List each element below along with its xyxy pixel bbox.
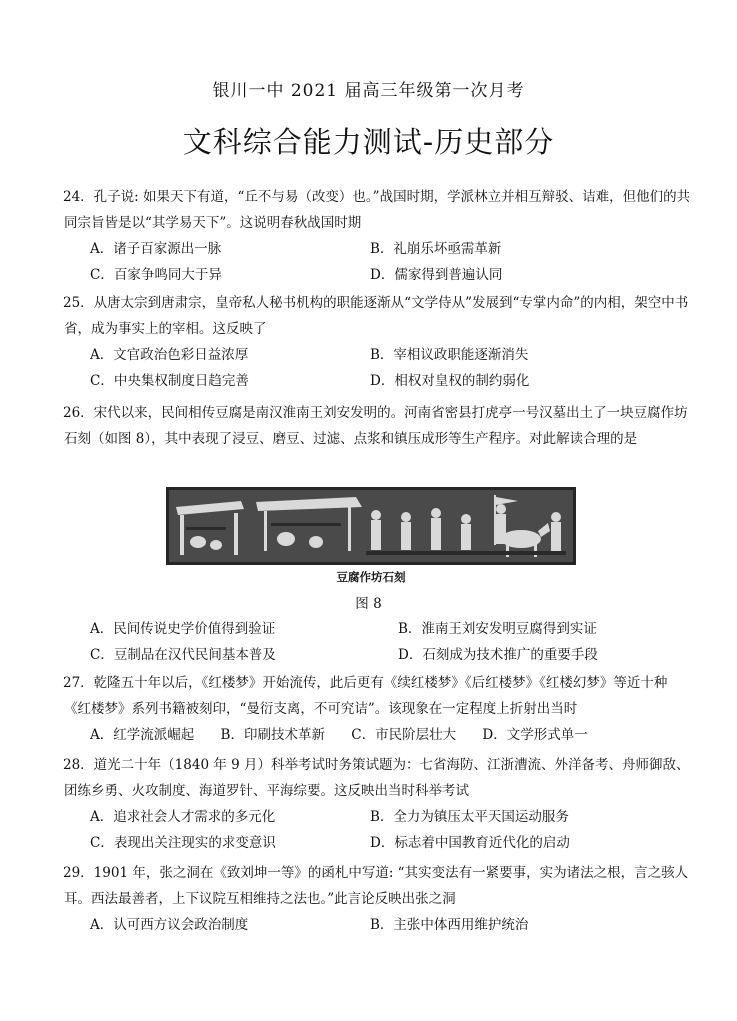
option-row [64, 262, 694, 288]
figure-label: 图 8 [355, 596, 382, 612]
question-25 [64, 290, 694, 394]
exam-subject-title: 文科综合能力测试-历史部分 [182, 125, 555, 159]
figure-caption: 豆腐作坊石刻 [336, 570, 406, 584]
option-a[interactable]: A．红学流派崛起 [90, 727, 195, 743]
option-d[interactable]: D．儒家得到普遍认同 [370, 267, 503, 283]
question-stem: 24．孔子说: 如果天下有道，“丘不与易（改变）也。”战国时期，学派林立并相互辩驳、诘难，但他们的共同宗旨皆是以“其学易天下”。这说明春秋战国时期 [63, 189, 691, 231]
option-c[interactable]: C．中央集权制度日趋完善 [90, 373, 249, 389]
option-c[interactable]: C．百家争鸣同大于异 [90, 267, 222, 283]
option-row [64, 342, 694, 368]
option-d[interactable]: D．石刻成为技术推广的重要手段 [398, 647, 598, 663]
exam-school-title: 银川一中 2021 届高三年级第一次月考 [212, 81, 525, 101]
option-b[interactable]: B．印刷技术革新 [220, 727, 325, 743]
option-c[interactable]: C．表现出关注现实的求变意识 [90, 835, 276, 851]
question-26 [64, 400, 694, 452]
option-row [64, 830, 694, 856]
option-row [64, 368, 694, 394]
option-a[interactable]: A．追求社会人才需求的多元化 [90, 809, 276, 825]
tofu-workshop-relief-image [166, 487, 576, 565]
option-a[interactable]: A．文官政治色彩日益浓厚 [90, 347, 249, 363]
question-stem: 28．道光二十年（1840 年 9 月）科举考试时务策试题为：七省海防、江浙漕流、外洋备考、舟师御敌、团练乡勇、火攻制度、海道罗针、平海综要。这反映出当时科举考试 [63, 757, 690, 799]
option-d[interactable]: D．文学形式单一 [482, 727, 588, 743]
figure-8 [166, 487, 576, 585]
question-stem: 26．宋代以来，民间相传豆腐是南汉淮南王刘安发明的。河南省密县打虎亭一号汉墓出土了一块豆腐作坊石刻（如图 8），其中表现了浸豆、磨豆、过滤、点浆和镇压成形等生产程序。对此解读合理的是 [63, 405, 688, 447]
option-a[interactable]: A．认可西方议会政治制度 [90, 917, 249, 933]
option-b[interactable]: B．宰相议政职能逐渐消失 [370, 347, 529, 363]
option-b[interactable]: B．全力为镇压太平天国运动服务 [370, 809, 569, 825]
option-d[interactable]: D．相权对皇权的制约弱化 [370, 373, 530, 389]
option-c[interactable]: C．市民阶层壮大 [351, 727, 457, 743]
option-row [64, 912, 694, 938]
option-a[interactable]: A．民间传说史学价值得到验证 [90, 621, 276, 637]
option-b[interactable]: B．主张中体西用维护统治 [370, 917, 529, 933]
question-stem: 25．从唐太宗到唐肃宗，皇帝私人秘书机构的职能逐渐从“文学侍从”发展到“专掌内命”的内相，架空中书省，成为事实上的宰相。这反映了 [63, 295, 689, 337]
option-row [64, 722, 694, 748]
option-row [64, 642, 694, 668]
question-28 [64, 752, 694, 856]
question-27 [64, 670, 694, 748]
option-b[interactable]: B．礼崩乐坏亟需革新 [370, 241, 502, 257]
option-b[interactable]: B．淮南王刘安发明豆腐得到实证 [398, 621, 597, 637]
option-row [64, 236, 694, 262]
question-24 [64, 184, 694, 288]
question-29 [64, 860, 694, 938]
option-a[interactable]: A．诸子百家源出一脉 [90, 241, 222, 257]
question-stem: 29．1901 年，张之洞在《致刘坤一等》的函札中写道: “其实变法有一紧要事，实为诸法之根，言之骇人耳。西法最善者，上下议院互相维持之法也。”此言论反映出张之洞 [63, 865, 689, 907]
option-row [64, 804, 694, 830]
question-26-options [64, 616, 694, 668]
option-c[interactable]: C．豆制品在汉代民间基本普及 [90, 647, 276, 663]
question-stem: 27．乾隆五十年以后，《红楼梦》开始流传，此后更有《续红楼梦》《后红楼梦》《红楼幻梦》等近十种《红楼梦》系列书籍被刻印，“曼衍支离，不可究诘”。该现象在一定程度上折射出当时 [63, 675, 668, 717]
option-row [64, 616, 694, 642]
option-d[interactable]: D．标志着中国教育近代化的启动 [370, 835, 570, 851]
